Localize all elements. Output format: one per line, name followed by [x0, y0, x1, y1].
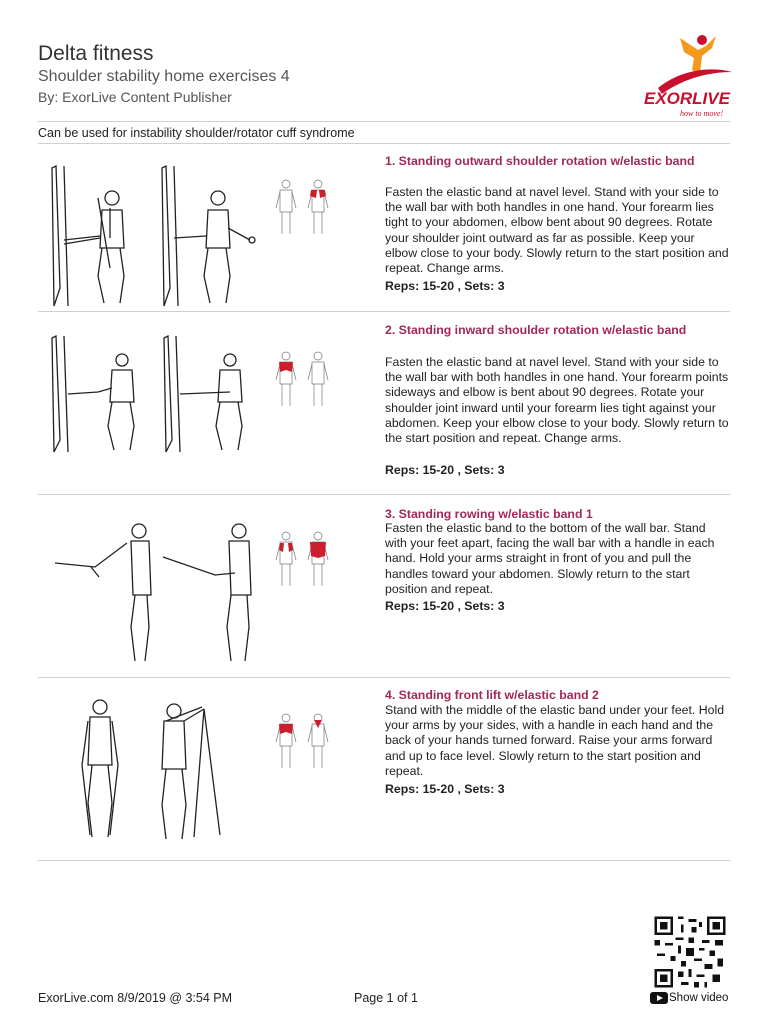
show-video-label: Show video	[669, 992, 729, 1004]
program-subtitle: Shoulder stability home exercises 4	[38, 68, 290, 85]
exercise-2-description: Fasten the elastic band at navel level. Stand with your side to the wall bar with both handles in one hand. Your forearm points sideways and elbow is bent about 90 degrees. Rotate your shoulder joint inward until your forearm lies tight against your abdomen. Keep your elbow close to your body. Slowly return to the start position and repeat. Change arms.	[385, 355, 729, 446]
show-video-link[interactable]	[650, 992, 728, 1004]
exercise-2-reps: Reps: 15-20 , Sets: 3	[385, 463, 505, 477]
exercise-divider	[38, 311, 730, 312]
exercise-1-description: Fasten the elastic band at navel level. Stand with your side to the wall bar with both handles in one hand. Your forearm lies tight to your abdomen, elbow bent about 90 degrees. Rotate your shoulder joint outward as far as possible. Keep your elbow close to your body. Slowly return to the start position and repeat. Change arms.	[385, 185, 729, 276]
exercise-4-illustration	[70, 695, 240, 845]
exercise-4-title: 4. Standing front lift w/elastic band 2	[385, 688, 599, 702]
logo-tagline: how to move!	[680, 109, 724, 118]
intro-divider	[38, 143, 730, 144]
page-title: Delta fitness	[38, 42, 154, 65]
footer-site-date: ExorLive.com 8/9/2019 @ 3:54 PM	[38, 991, 233, 1005]
exercise-2-title: 2. Standing inward shoulder rotation w/elastic band	[385, 323, 687, 337]
page-number: Page 1 of 1	[354, 991, 418, 1005]
exercise-divider	[38, 494, 730, 495]
exercise-4-muscle-map	[272, 712, 336, 772]
exercise-4-description: Stand with the middle of the elastic band under your feet. Hold your arms by your sides, with a handle in each hand and the back of your hands turned forward. Raise your arms forward and up to face level. Slowly return to the start position and repeat.	[385, 703, 725, 778]
exercise-divider	[38, 860, 730, 861]
exercise-3-title: 3. Standing rowing w/elastic band 1	[385, 507, 593, 521]
exercise-1-title: 1. Standing outward shoulder rotation w/elastic band	[385, 154, 695, 168]
exercise-3-reps: Reps: 15-20 , Sets: 3	[385, 599, 505, 613]
exercise-3-description: Fasten the elastic band to the bottom of the wall bar. Stand with your feet apart, facing the wall bar with a handle in each hand. Hold your arms straight in front of you and pull the handles toward your abdomen. Slowly return to the start position and repeat.	[385, 521, 715, 596]
exercise-1-illustration	[40, 158, 260, 308]
exercise-2-muscle-map	[272, 350, 336, 410]
play-icon	[650, 992, 668, 1004]
exercise-2-illustration	[40, 330, 260, 455]
author-line: By: ExorLive Content Publisher	[38, 89, 232, 105]
header-divider	[38, 121, 730, 122]
intro-text: Can be used for instability shoulder/rotator cuff syndrome	[38, 126, 355, 140]
exercise-1-muscle-map	[272, 178, 336, 238]
exorlive-logo	[640, 30, 740, 122]
logo-text: EXORLIVE	[644, 89, 730, 108]
exercise-4-reps: Reps: 15-20 , Sets: 3	[385, 782, 505, 796]
exercise-3-illustration	[55, 515, 265, 665]
exercise-1-reps: Reps: 15-20 , Sets: 3	[385, 279, 505, 293]
exercise-divider	[38, 677, 730, 678]
qr-code[interactable]	[652, 914, 728, 990]
exercise-3-muscle-map	[272, 530, 336, 590]
